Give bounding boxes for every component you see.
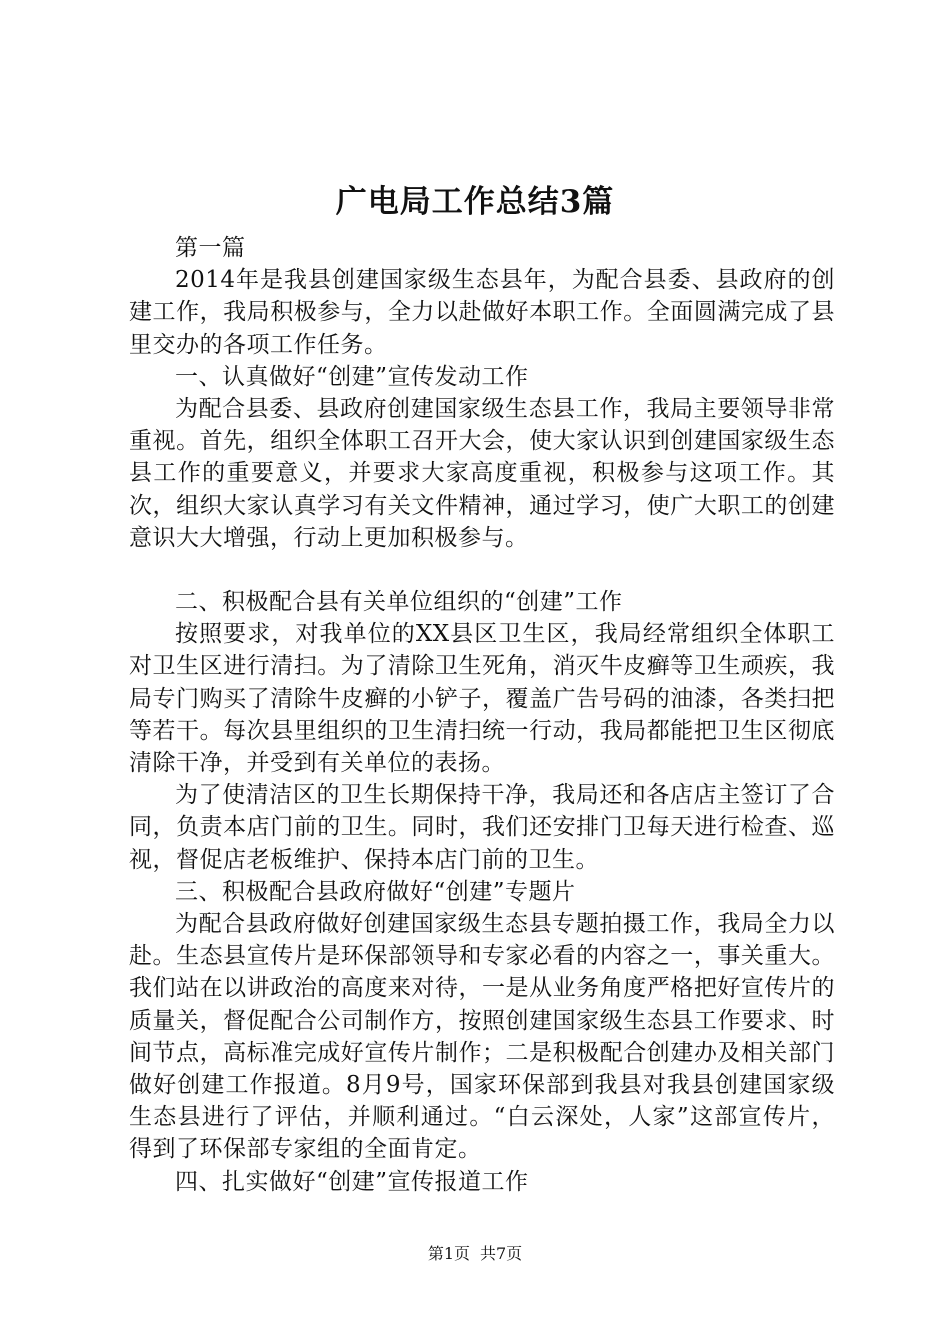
- section-heading-4: 四、扎实做好“创建”宣传报道工作: [175, 1168, 529, 1195]
- paragraph-1: 为配合县委、县政府创建国家级生态县工作，我局主要领导非常重视。首先，组织全体职工召开大会，使大家认识到创建国家级生态县工作的重要意义，并要求大家高度重视，积极参与这项工作。其次，组织大家认真学习有关文件精神，通过学习，使广大职工的创建意识大大增强，行动上更加积极参与。: [129, 396, 835, 551]
- paragraph-2b: 为了使清洁区的卫生长期保持干净，我局还和各店店主签订了合同，负责本店门前的卫生。同时，我们还安排门卫每天进行检查、巡视，督促店老板维护、保持本店门前的卫生。: [129, 782, 835, 873]
- paragraph-3: 为配合县政府做好创建国家级生态县专题拍摄工作，我局全力以赴。生态县宣传片是环保部领导和专家必看的内容之一，事关重大。我们站在以讲政治的高度来对待，一是从业务角度严格把好宣传片的质量关，督促配合公司制作方，按照创建国家级生态县工作要求、时间节点，高标准完成好宣传片制作；二是积极配合创建办及相关部门做好创建工作报道。8月9号，国家环保部到我县对我县创建国家级生态县进行了评估，并顺利通过。“白云深处，人家”这部宣传片，得到了环保部专家组的全面肯定。: [129, 911, 835, 1163]
- paragraph-2a: 按照要求，对我单位的XX县区卫生区，我局经常组织全体职工对卫生区进行清扫。为了清除卫生死角，消灭牛皮癣等卫生顽疾，我局专门购买了清除牛皮癣的小铲子，覆盖广告号码的油漆，各类扫把等若干。每次县里组织的卫生清扫统一行动，我局都能把卫生区彻底清除干净，并受到有关单位的表扬。: [129, 621, 835, 777]
- page-number: 第1页: [427, 1244, 470, 1263]
- page-total: 共7页: [480, 1244, 523, 1263]
- section-heading-1: 一、认真做好“创建”宣传发动工作: [175, 363, 529, 390]
- page-footer: [0, 1243, 950, 1265]
- paragraph-intro: 2014年是我县创建国家级生态县年，为配合县委、县政府的创建工作，我局积极参与，全力以赴做好本职工作。全面圆满完成了县里交办的各项工作任务。: [129, 267, 835, 358]
- blank-line: [129, 554, 835, 586]
- document-title: 广电局工作总结3篇: [335, 184, 615, 220]
- document-body: [129, 232, 835, 1198]
- section-heading-2: 二、积极配合县有关单位组织的“创建”工作: [175, 589, 623, 616]
- section-heading-part-one: 第一篇: [175, 235, 246, 261]
- section-heading-3: 三、积极配合县政府做好“创建”专题片: [175, 878, 576, 905]
